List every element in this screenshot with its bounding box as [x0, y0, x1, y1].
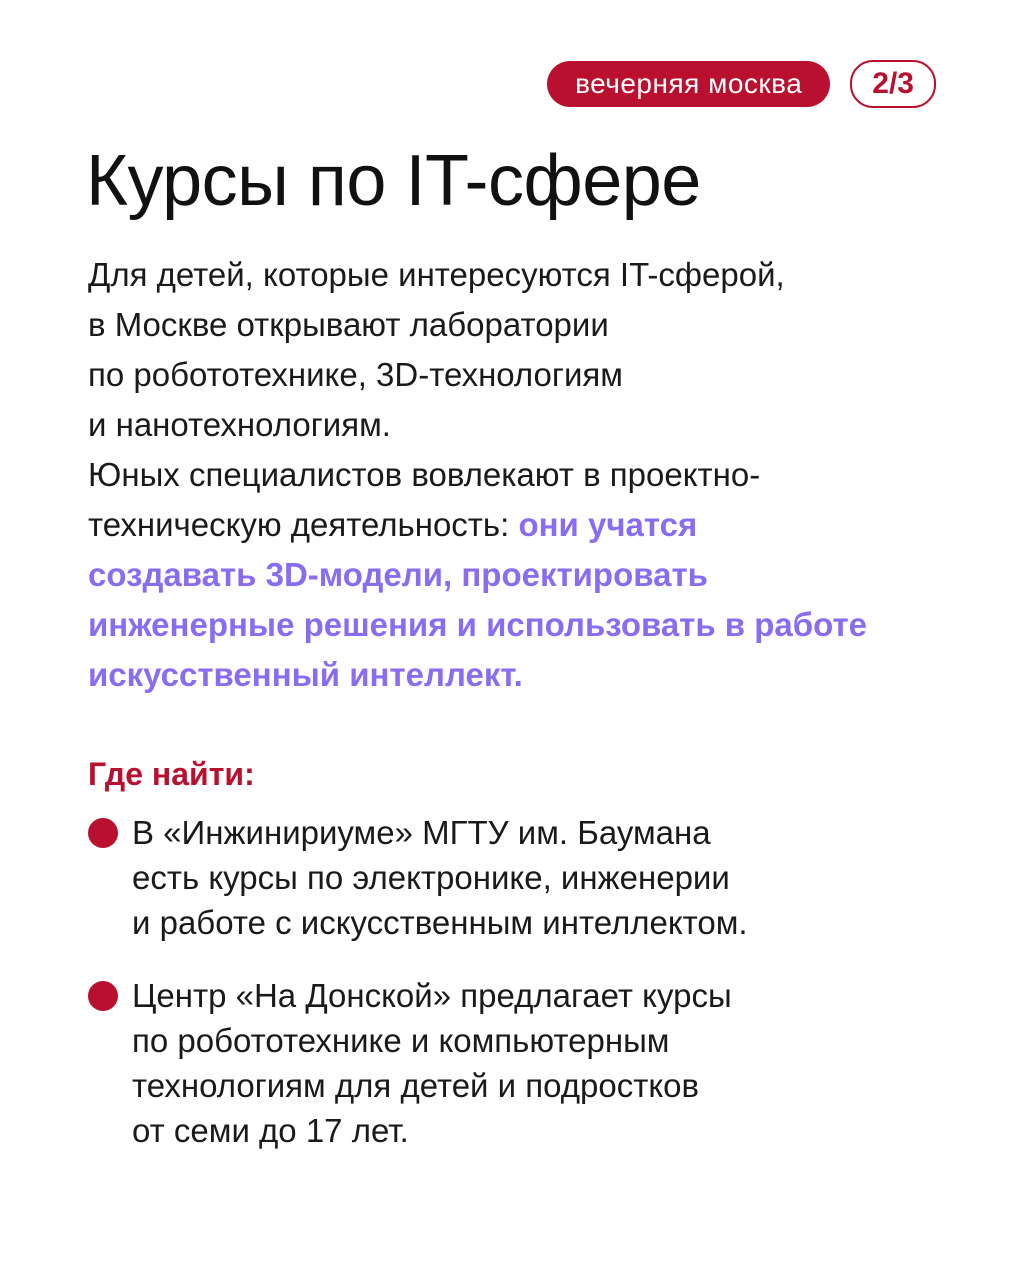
intro-line: Для детей, которые интересуются IT-сферой,	[88, 256, 785, 293]
highlight-text: они учатся	[518, 506, 698, 543]
bullet-dot-icon	[88, 981, 118, 1011]
brand-badge: вечерняя москва	[547, 61, 830, 107]
page-title: Курсы по IT-сфере	[86, 141, 701, 221]
locations-list	[88, 810, 968, 1153]
list-item-na-donskoy	[88, 973, 968, 1153]
list-item-line: В «Инжинириуме» МГТУ им. Баумана	[132, 814, 711, 851]
list-item-line: Центр «На Донской» предлагает курсы	[132, 977, 732, 1014]
intro-line: по робототехнике, 3D-технологиям	[88, 356, 623, 393]
intro-line: и нанотехнологиям.	[88, 406, 391, 443]
intro-paragraph	[88, 250, 968, 700]
where-to-find-heading: Где найти:	[88, 756, 255, 792]
list-item-line: технологиям для детей и подростков	[132, 1067, 700, 1104]
highlight-line: искусственный интеллект.	[88, 656, 523, 693]
intro-line: в Москве открывают лаборатории	[88, 306, 609, 343]
page-counter: 2/3	[850, 60, 936, 108]
list-item-line: по робототехнике и компьютерным	[132, 1022, 670, 1059]
intro-line-mixed	[88, 500, 968, 550]
list-item-line: и работе с искусственным интеллектом.	[132, 904, 748, 941]
list-item-line: от семи до 17 лет.	[132, 1112, 409, 1149]
list-item-engineerium	[88, 810, 968, 945]
highlight-line: создавать 3D-модели, проектировать	[88, 556, 708, 593]
header-badges	[547, 60, 936, 108]
highlight-line: инженерные решения и использовать в работе	[88, 606, 867, 643]
intro-line-plain-part: техническую деятельность:	[88, 506, 519, 543]
intro-line: Юных специалистов вовлекают в проектно-	[88, 456, 761, 493]
list-item-line: есть курсы по электронике, инженерии	[132, 859, 730, 896]
bullet-dot-icon	[88, 818, 118, 848]
